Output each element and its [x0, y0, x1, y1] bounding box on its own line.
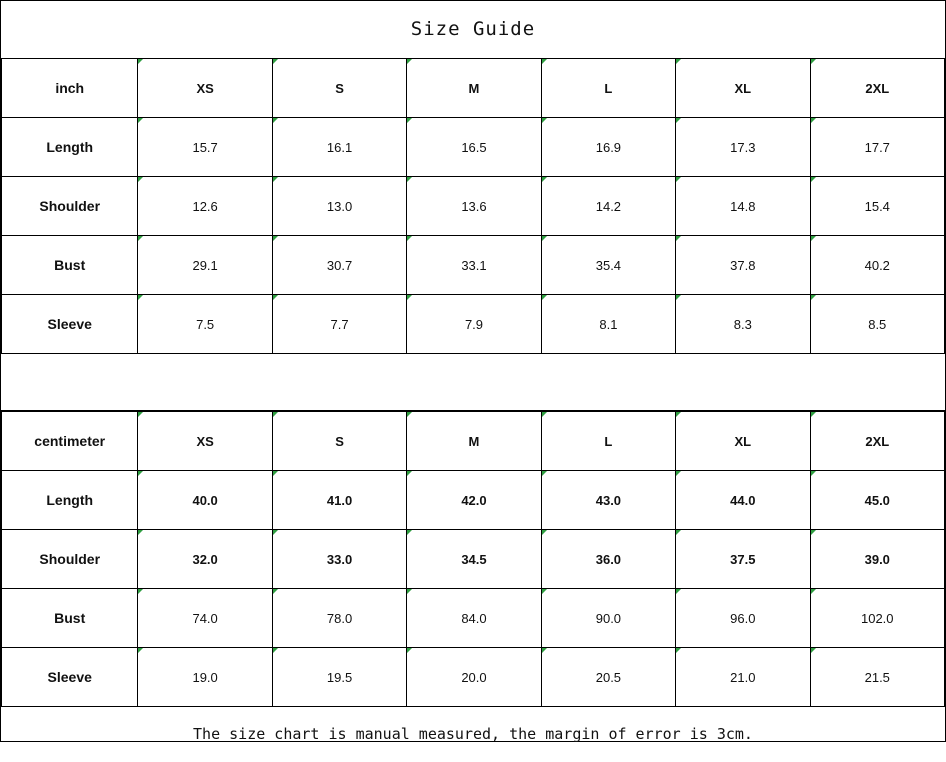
table-row [2, 530, 945, 589]
row-label-bust: Bust [2, 236, 138, 295]
cell-bust-m: 84.0 [407, 589, 541, 648]
cell-sleeve-s: 19.5 [272, 648, 406, 707]
cell-sleeve-xl: 8.3 [676, 295, 810, 354]
cell-shoulder-2xl: 39.0 [810, 530, 944, 589]
cell-length-2xl: 45.0 [810, 471, 944, 530]
cell-bust-2xl: 40.2 [810, 236, 944, 295]
cell-length-xs: 15.7 [138, 118, 272, 177]
column-header-xs: XS [138, 59, 272, 118]
cell-shoulder-l: 36.0 [541, 530, 675, 589]
cell-bust-xl: 37.8 [676, 236, 810, 295]
unit-label: centimeter [2, 412, 138, 471]
measurement-note: The size chart is manual measured, the margin of error is 3cm. [193, 725, 753, 743]
cell-sleeve-m: 7.9 [407, 295, 541, 354]
cell-sleeve-xs: 7.5 [138, 295, 272, 354]
table-row [2, 471, 945, 530]
cell-shoulder-xl: 14.8 [676, 177, 810, 236]
row-label-length: Length [2, 471, 138, 530]
table-header-row [2, 412, 945, 471]
table-row [2, 295, 945, 354]
cell-length-l: 43.0 [541, 471, 675, 530]
column-header-s: S [272, 412, 406, 471]
row-label-length: Length [2, 118, 138, 177]
column-header-xl: XL [676, 412, 810, 471]
cell-bust-m: 33.1 [407, 236, 541, 295]
cell-shoulder-xs: 32.0 [138, 530, 272, 589]
column-header-s: S [272, 59, 406, 118]
cell-sleeve-xs: 19.0 [138, 648, 272, 707]
cell-sleeve-l: 20.5 [541, 648, 675, 707]
size-table-centimeter [1, 411, 945, 707]
column-header-2xl: 2XL [810, 59, 944, 118]
cell-bust-xs: 29.1 [138, 236, 272, 295]
cell-length-l: 16.9 [541, 118, 675, 177]
column-header-xs: XS [138, 412, 272, 471]
cell-shoulder-xl: 37.5 [676, 530, 810, 589]
cell-bust-2xl: 102.0 [810, 589, 944, 648]
cell-shoulder-m: 13.6 [407, 177, 541, 236]
cell-bust-l: 35.4 [541, 236, 675, 295]
cell-sleeve-l: 8.1 [541, 295, 675, 354]
cell-bust-l: 90.0 [541, 589, 675, 648]
column-header-l: L [541, 59, 675, 118]
cell-sleeve-m: 20.0 [407, 648, 541, 707]
row-label-sleeve: Sleeve [2, 648, 138, 707]
table-row [2, 236, 945, 295]
row-label-shoulder: Shoulder [2, 530, 138, 589]
unit-label: inch [2, 59, 138, 118]
column-header-m: M [407, 412, 541, 471]
column-header-2xl: 2XL [810, 412, 944, 471]
row-label-sleeve: Sleeve [2, 295, 138, 354]
cell-length-m: 16.5 [407, 118, 541, 177]
row-label-shoulder: Shoulder [2, 177, 138, 236]
cell-shoulder-2xl: 15.4 [810, 177, 944, 236]
cell-sleeve-2xl: 8.5 [810, 295, 944, 354]
cell-bust-s: 78.0 [272, 589, 406, 648]
cell-shoulder-xs: 12.6 [138, 177, 272, 236]
cell-length-xl: 17.3 [676, 118, 810, 177]
table-row [2, 589, 945, 648]
cell-bust-xs: 74.0 [138, 589, 272, 648]
cell-length-s: 16.1 [272, 118, 406, 177]
table-row [2, 177, 945, 236]
cell-sleeve-s: 7.7 [272, 295, 406, 354]
cell-bust-s: 30.7 [272, 236, 406, 295]
column-header-l: L [541, 412, 675, 471]
cell-sleeve-xl: 21.0 [676, 648, 810, 707]
cell-shoulder-s: 33.0 [272, 530, 406, 589]
row-label-bust: Bust [2, 589, 138, 648]
size-table-inch [1, 58, 945, 354]
cell-length-xs: 40.0 [138, 471, 272, 530]
cell-shoulder-l: 14.2 [541, 177, 675, 236]
cell-bust-xl: 96.0 [676, 589, 810, 648]
cell-length-xl: 44.0 [676, 471, 810, 530]
column-header-xl: XL [676, 59, 810, 118]
column-header-m: M [407, 59, 541, 118]
table-row [2, 648, 945, 707]
table-row [2, 118, 945, 177]
table-header-row [2, 59, 945, 118]
cell-length-m: 42.0 [407, 471, 541, 530]
table-separator [1, 354, 945, 411]
cell-length-s: 41.0 [272, 471, 406, 530]
page-title: Size Guide [410, 18, 536, 40]
cell-sleeve-2xl: 21.5 [810, 648, 944, 707]
cell-length-2xl: 17.7 [810, 118, 944, 177]
cell-shoulder-m: 34.5 [407, 530, 541, 589]
cell-shoulder-s: 13.0 [272, 177, 406, 236]
